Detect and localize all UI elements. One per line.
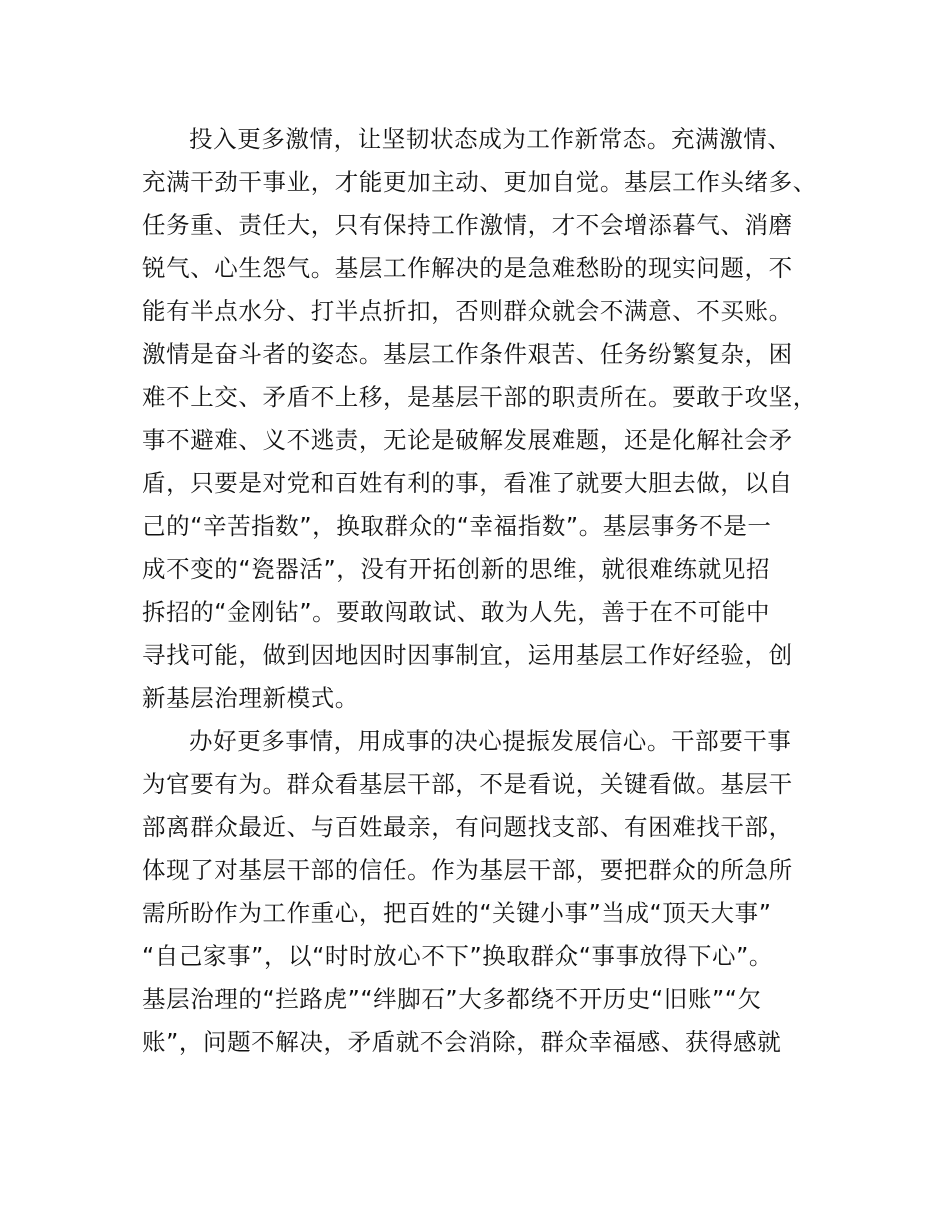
text-line: 账”，问题不解决，矛盾就不会消除，群众幸福感、获得感就 xyxy=(142,1028,782,1056)
text-line: 任务重、责任大，只有保持工作激情，才不会增添暮气、消磨 xyxy=(142,211,793,239)
text-line: 成不变的“瓷器活”，没有开拓创新的思维，就很难练就见招 xyxy=(142,555,771,583)
text-line: 盾，只要是对党和百姓有利的事，看准了就要大胆去做，以自 xyxy=(142,469,793,497)
text-line: 基层治理的“拦路虎”“绊脚石”大多都绕不开历史“旧账”“欠 xyxy=(142,985,762,1013)
text-line: 充满干劲干事业，才能更加主动、更加自觉。基层工作头绪多、 xyxy=(142,168,817,196)
text-line: 难不上交、矛盾不上移，是基层干部的职责所在。要敢于攻坚， xyxy=(142,383,817,411)
text-line: “自己家事”，以“时时放心不下”换取群众“事事放得下心”。 xyxy=(142,942,773,970)
text-line: 能有半点水分、打半点折扣，否则群众就会不满意、不买账。 xyxy=(142,297,793,325)
text-line: 拆招的“金刚钻”。要敢闯敢试、敢为人先，善于在不可能中 xyxy=(142,598,771,626)
text-line: 事不避难、义不逃责，无论是破解发展难题，还是化解社会矛 xyxy=(142,426,793,454)
text-line: 体现了对基层干部的信任。作为基层干部，要把群众的所急所 xyxy=(142,856,793,884)
text-line: 己的“辛苦指数”，换取群众的“幸福指数”。基层事务不是一 xyxy=(142,512,772,540)
text-line: 新基层治理新模式。 xyxy=(142,684,359,712)
text-line: 锐气、心生怨气。基层工作解决的是急难愁盼的现实问题，不 xyxy=(142,254,793,282)
text-line: 办好更多事情，用成事的决心提振发展信心。干部要干事 xyxy=(189,727,792,755)
text-line: 投入更多激情，让坚韧状态成为工作新常态。充满激情、 xyxy=(189,125,792,153)
text-line: 为官要有为。群众看基层干部，不是看说，关键看做。基层干 xyxy=(142,770,793,798)
paragraph-1 xyxy=(142,118,832,720)
text-line: 需所盼作为工作重心，把百姓的“关键小事”当成“顶天大事” xyxy=(142,899,772,927)
text-line: 寻找可能，做到因地因时因事制宜，运用基层工作好经验，创 xyxy=(142,641,793,669)
document-body xyxy=(142,118,832,1064)
text-line: 部离群众最近、与百姓最亲，有问题找支部、有困难找干部， xyxy=(142,813,793,841)
text-line: 激情是奋斗者的姿态。基层工作条件艰苦、任务纷繁复杂，困 xyxy=(142,340,793,368)
paragraph-2 xyxy=(142,720,832,1064)
